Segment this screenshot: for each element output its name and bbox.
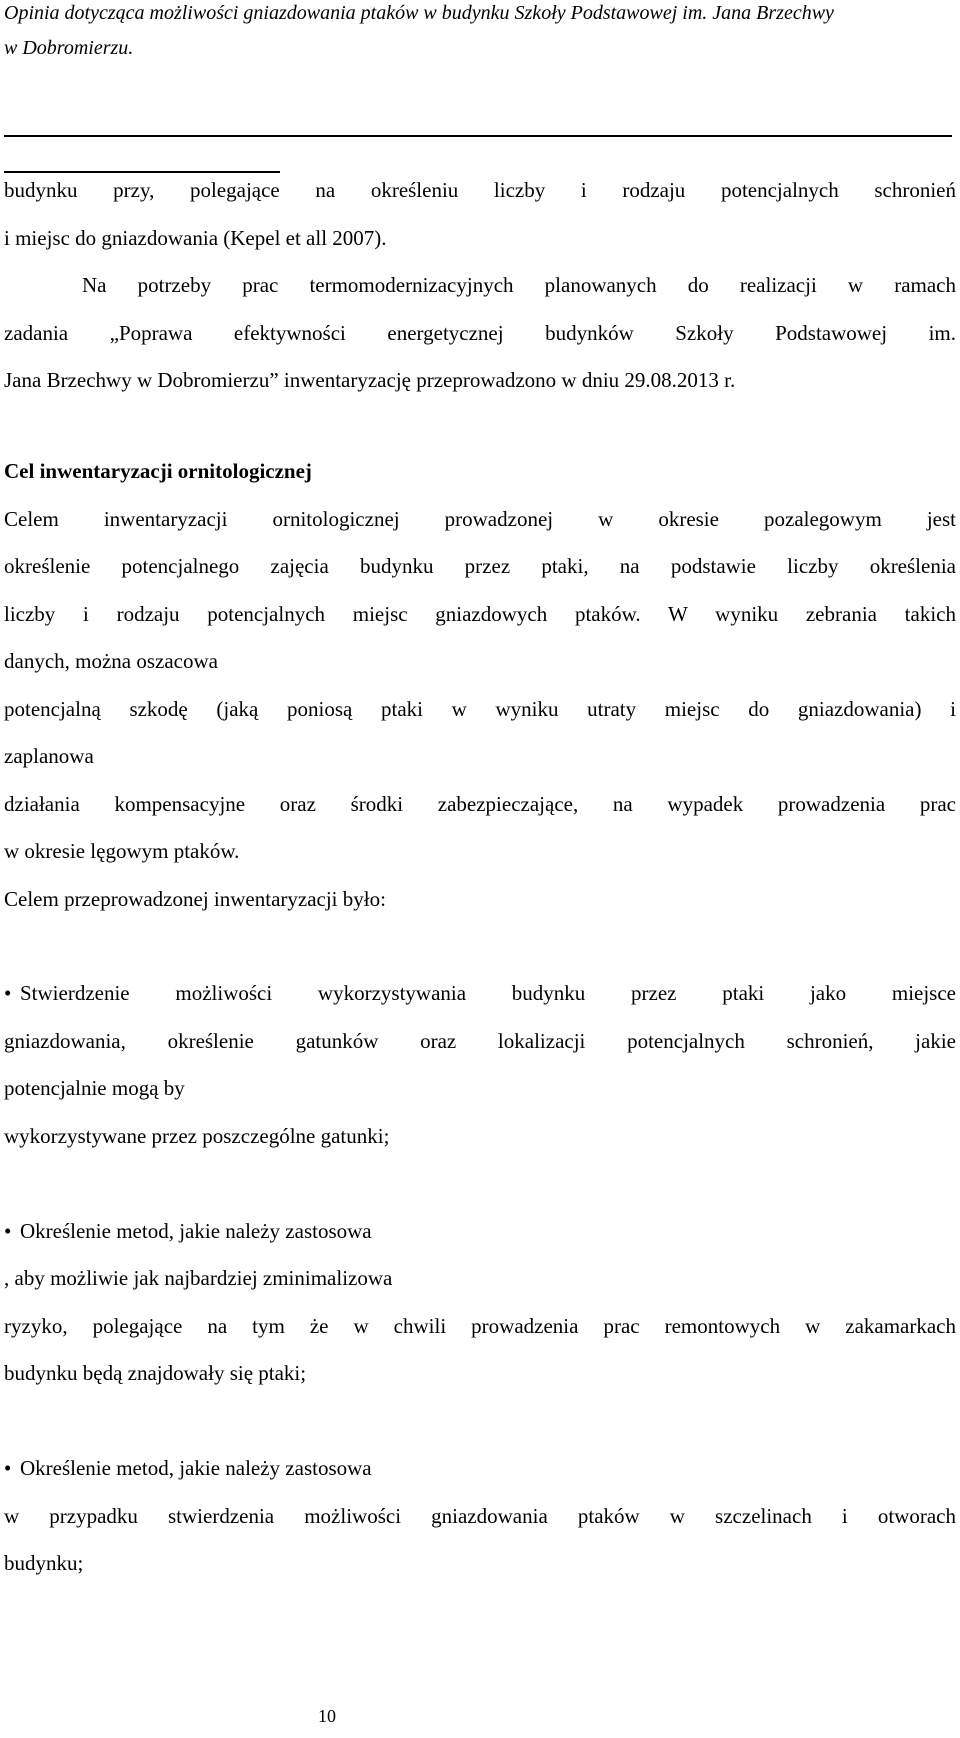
intro-line-2: i miejsc do gniazdowania (Kepel et all 2007). [4,226,387,250]
page-number: 10 [318,1706,336,1726]
section-heading: Cel inwentaryzacji ornitologicznej [4,459,312,483]
paragraph-line: Celem przeprowadzonej inwentaryzacji było: [4,887,386,911]
bullet-continuation: wykorzystywane przez poszczególne gatunki; [4,1124,390,1148]
bullet-continuation: potencjalnie mogą by [4,1076,185,1100]
intro-line-1: budynku przy, polegające na określeniu liczby i rodzaju potencjalnych schronień [4,178,956,202]
running-header-line-1: Opinia dotycząca możliwości gniazdowania ptaków w budynku Szkoły Podstawowej im. Jana Brzechwy [4,2,834,24]
paragraph-line: działania kompensacyjne oraz środki zabezpieczające, na wypadek prowadzenia prac [4,792,956,816]
paragraph-line: Celem inwentaryzacji ornitologicznej prowadzonej w okresie pozalegowym jest [4,507,956,531]
bullet-continuation: gniazdowania, określenie gatunków oraz lokalizacji potencjalnych schronień, jakie [4,1029,956,1053]
bullet-text: Określenie metod, jakie należy zastosowa [20,1456,372,1480]
bullet-icon: • [4,1456,12,1480]
intro-line-3: Na potrzeby prac termomodernizacyjnych planowanych do realizacji w ramach [82,273,956,297]
bullet-icon: • [4,1219,12,1243]
running-header-line-2: w Dobromierzu. [4,37,134,59]
paragraph-line: określenie potencjalnego zajęcia budynku przez ptaki, na podstawie liczby określenia [4,554,956,578]
bullet-continuation: budynku będą znajdowały się ptaki; [4,1361,307,1385]
bullet-text: Określenie metod, jakie należy zastosowa [20,1219,372,1243]
intro-line-5: Jana Brzechwy w Dobromierzu” inwentaryzację przeprowadzono w dniu 29.08.2013 r. [4,368,736,392]
paragraph-line: liczby i rodzaju potencjalnych miejsc gniazdowych ptaków. W wyniku zebrania takich [4,602,956,626]
bullet-continuation: , aby możliwie jak najbardziej zminimalizowa [4,1266,393,1290]
paragraph-line: w okresie lęgowym ptaków. [4,839,240,863]
bullet-continuation: w przypadku stwierdzenia możliwości gniazdowania ptaków w szczelinach i otworach [4,1504,956,1528]
paragraph-line: potencjalną szkodę (jaką poniosą ptaki w wyniku utraty miejsc do gniazdowania) i [4,697,956,721]
header-rule [4,135,952,137]
intro-line-4: zadania „Poprawa efektywności energetycznej budynków Szkoły Podstawowej im. [4,321,956,345]
paragraph-line: danych, można oszacowa [4,649,218,673]
bullet-continuation: budynku; [4,1551,84,1575]
bullet-item-1 [4,981,956,1006]
bullet-continuation: ryzyko, polegające na tym że w chwili prowadzenia prac remontowych w zakamarkach [4,1314,956,1338]
bullet-item-2 [4,1219,372,1244]
paragraph-line: zaplanowa [4,744,94,768]
section-rule [4,171,280,173]
bullet-item-3 [4,1456,372,1481]
bullet-text: Stwierdzenie możliwości wykorzystywania budynku przez ptaki jako miejsce [20,981,956,1005]
bullet-icon: • [4,981,12,1005]
